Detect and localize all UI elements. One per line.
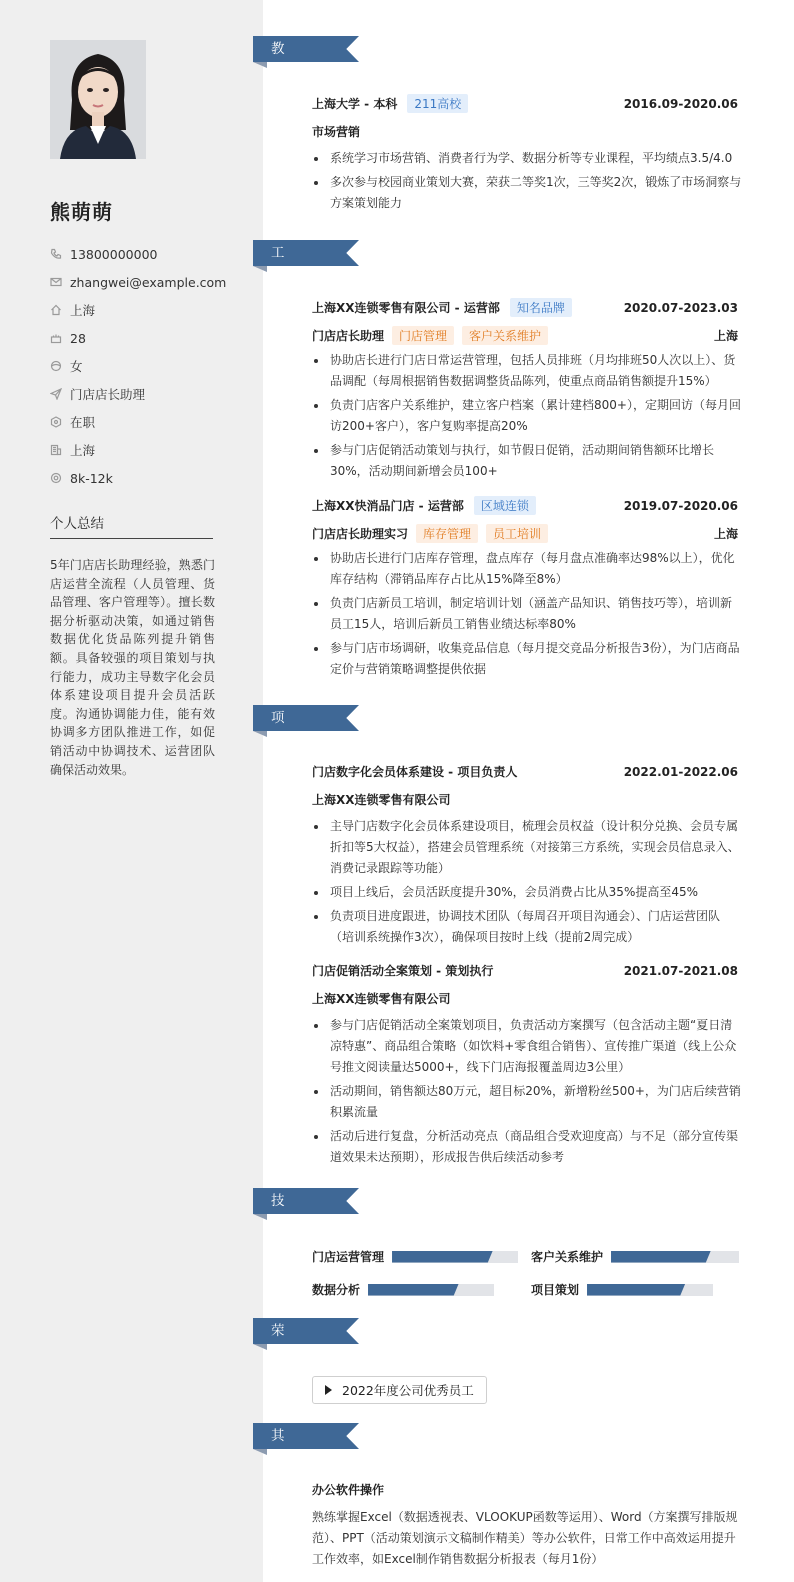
skill-name: 项目策划	[531, 1283, 580, 1297]
age-icon	[50, 332, 62, 344]
section-ribbon	[253, 705, 359, 731]
skill-fill	[611, 1251, 711, 1263]
section-title: 工作经历	[271, 245, 286, 339]
work-location: 上海	[713, 329, 738, 343]
info-phone	[50, 240, 230, 268]
list-item: 参与门店促销活动全案策划项目，负责活动方案撰写（包含活动主题“夏日清凉特惠”、商品组合策略（如饮料+零食组合销售）、宣传推广渠道（线上公众号推文阅读量达5000+，线下门店海报覆盖周边3公里）	[312, 1015, 742, 1078]
work-bullets-1	[312, 350, 742, 485]
skill-tag: 库存管理	[416, 524, 478, 543]
award-text: 2022年度公司优秀员工	[342, 1383, 474, 1398]
school-name: 上海大学 - 本科	[312, 97, 398, 111]
skill-item	[531, 1248, 739, 1265]
project-title: 门店促销活动全案策划 - 策划执行	[312, 964, 494, 978]
section-title: 项目经历	[271, 710, 286, 804]
salary-text: 8k-12k	[70, 470, 113, 486]
work-location: 上海	[713, 527, 738, 541]
work-head-1	[312, 298, 738, 317]
info-salary	[50, 464, 230, 492]
work-role-2	[312, 524, 738, 543]
skill-fill	[368, 1284, 459, 1296]
profile-name: 熊萌萌	[50, 200, 113, 224]
work-date: 2020.07-2023.03	[623, 300, 738, 315]
project-date: 2021.07-2021.08	[623, 963, 738, 978]
org-text: 上海XX连锁零售有限公司	[312, 992, 451, 1006]
contact-info-list	[50, 240, 230, 492]
list-item: 协助店长进行门店日常运营管理，包括人员排班（月均排班50人次以上）、货品调配（每周根据销售数据调整货品陈列，使重点商品销售额提升15%）	[312, 350, 742, 392]
skill-tag: 员工培训	[486, 524, 548, 543]
skill-fill	[587, 1284, 685, 1296]
org-text: 上海XX连锁零售有限公司	[312, 793, 451, 807]
section-title: 教育经历	[271, 41, 286, 135]
role-text: 门店店长助理实习	[312, 527, 409, 541]
company-name: 上海XX连锁零售有限公司 - 运营部	[312, 301, 500, 315]
phone-icon	[50, 248, 62, 260]
project-head-1	[312, 763, 738, 780]
age-text: 28	[70, 330, 86, 346]
section-ribbon	[253, 1188, 359, 1214]
list-item: 项目上线后，会员活跃度提升30%，会员消费占比从35%提高至45%	[312, 882, 742, 903]
other-text: 熟练掌握Excel（数据透视表、VLOOKUP函数等运用）、Word（方案撰写排版规范）、PPT（活动策划演示文稿制作精美）等办公软件，日常工作中高效运用提升工作效率，如Excel制作销售数据分析报表（每月1份）	[312, 1510, 738, 1566]
info-position	[50, 380, 230, 408]
list-item: 参与门店市场调研，收集竞品信息（每月提交竞品分析报告3份），为门店商品定价与营销策略调整提供依据	[312, 638, 742, 680]
home-icon	[50, 304, 62, 316]
section-title: 技能专长	[271, 1193, 286, 1287]
email-icon	[50, 276, 62, 288]
skill-item	[312, 1281, 494, 1298]
section-ribbon	[253, 240, 359, 266]
phone-text: 13800000000	[70, 246, 158, 262]
skill-tag: 客户关系维护	[462, 326, 548, 345]
education-head	[312, 94, 738, 113]
salary-icon	[50, 472, 62, 484]
skill-name: 数据分析	[312, 1283, 361, 1297]
info-gender	[50, 352, 230, 380]
skill-bar	[611, 1251, 739, 1263]
play-triangle-icon	[325, 1385, 332, 1395]
section-ribbon	[253, 36, 359, 62]
work-bullets-2	[312, 548, 742, 683]
building-icon	[50, 444, 62, 456]
status-icon	[50, 416, 62, 428]
summary-title: 个人总结	[50, 516, 104, 532]
list-item: 负责项目进度跟进，协调技术团队（每周召开项目沟通会）、门店运营团队（培训系统操作3次），确保项目按时上线（提前2周完成）	[312, 906, 742, 948]
company-tag: 区域连锁	[474, 496, 536, 515]
work-role-1	[312, 326, 738, 345]
list-item: 负责门店新员工培训，制定培训计划（涵盖产品知识、销售技巧等），培训新员工15人，培训后新员工销售业绩达标率80%	[312, 593, 742, 635]
project-org-1	[312, 791, 738, 808]
company-name: 上海XX快消品门店 - 运营部	[312, 499, 464, 513]
education-date: 2016.09-2020.06	[623, 96, 738, 111]
send-icon	[50, 388, 62, 400]
project-bullets-2	[312, 1015, 742, 1171]
info-email	[50, 268, 230, 296]
profile-photo	[50, 40, 146, 159]
gender-text: 女	[70, 359, 83, 374]
skill-item	[312, 1248, 518, 1265]
summary-divider	[50, 538, 213, 539]
work-head-2	[312, 496, 738, 515]
skill-bar	[368, 1284, 494, 1296]
project-bullets-1	[312, 816, 742, 951]
project-org-2	[312, 990, 738, 1007]
sidebar	[0, 0, 263, 1582]
skill-fill	[392, 1251, 493, 1263]
skill-item	[531, 1281, 713, 1298]
info-city	[50, 436, 230, 464]
skill-name: 客户关系维护	[531, 1250, 604, 1264]
school-tag: 211高校	[407, 94, 468, 113]
skill-tag: 门店管理	[392, 326, 454, 345]
section-title: 荣誉奖项	[271, 1323, 286, 1417]
list-item: 活动期间，销售额达80万元，超目标20%，新增粉丝500+，为门店后续营销积累流量	[312, 1081, 742, 1123]
status-text: 在职	[70, 415, 96, 430]
company-tag: 知名品牌	[510, 298, 572, 317]
section-ribbon	[253, 1318, 359, 1344]
list-item: 负责门店客户关系维护，建立客户档案（累计建档800+），定期回访（每月回访200+客户），客户复购率提高20%	[312, 395, 742, 437]
home-text: 上海	[70, 303, 96, 318]
section-ribbon	[253, 1423, 359, 1449]
gender-icon	[50, 360, 62, 372]
position-text: 门店店长助理	[70, 387, 146, 402]
education-major	[312, 123, 738, 140]
project-head-2	[312, 962, 738, 979]
list-item: 系统学习市场营销、消费者行为学、数据分析等专业课程，平均绩点3.5/4.0	[312, 148, 742, 169]
project-date: 2022.01-2022.06	[623, 764, 738, 779]
skill-bar	[587, 1284, 713, 1296]
info-age	[50, 324, 230, 352]
work-date: 2019.07-2020.06	[623, 498, 738, 513]
list-item: 多次参与校园商业策划大赛，荣获二等奖1次，三等奖2次，锻炼了市场洞察与方案策划能力	[312, 172, 742, 214]
info-status	[50, 408, 230, 436]
award-item	[312, 1376, 487, 1404]
other-title: 办公软件操作	[312, 1483, 385, 1497]
list-item: 协助店长进行门店库存管理，盘点库存（每月盘点准确率达98%以上），优化库存结构（滞销品库存占比从15%降至8%）	[312, 548, 742, 590]
skill-bar	[392, 1251, 518, 1263]
list-item: 活动后进行复盘，分析活动亮点（商品组合受欢迎度高）与不足（部分宣传渠道效果未达预期），形成报告供后续活动参考	[312, 1126, 742, 1168]
role-text: 门店店长助理	[312, 329, 385, 343]
info-home	[50, 296, 230, 324]
portrait-image	[50, 40, 146, 159]
city-text: 上海	[70, 443, 96, 458]
section-title: 其他信息	[271, 1428, 286, 1522]
list-item: 主导门店数字化会员体系建设项目，梳理会员权益（设计积分兑换、会员专属折扣等5大权益），搭建会员管理系统（对接第三方系统，实现会员信息录入、消费记录跟踪等功能）	[312, 816, 742, 879]
major-text: 市场营销	[312, 125, 361, 139]
list-item: 参与门店促销活动策划与执行，如节假日促销，活动期间销售额环比增长30%，活动期间新增会员100+	[312, 440, 742, 482]
email-text: zhangwei@example.com	[70, 274, 227, 290]
skill-name: 门店运营管理	[312, 1250, 385, 1264]
summary-text: 5年门店店长助理经验，熟悉门店运营全流程（人员管理、货品管理、客户管理等）。擅长数据分析驱动决策，如通过销售数据优化货品陈列提升销售额。具备较强的项目策划与执行能力，成功主导数字化会员体系建设项目提升会员活跃度。沟通协调能力佳，能有效协调多方团队推进工作，如促销活动中协调技术、运营团队确保活动效果。	[50, 558, 215, 777]
education-bullets	[312, 148, 742, 217]
project-title: 门店数字化会员体系建设 - 项目负责人	[312, 765, 518, 779]
